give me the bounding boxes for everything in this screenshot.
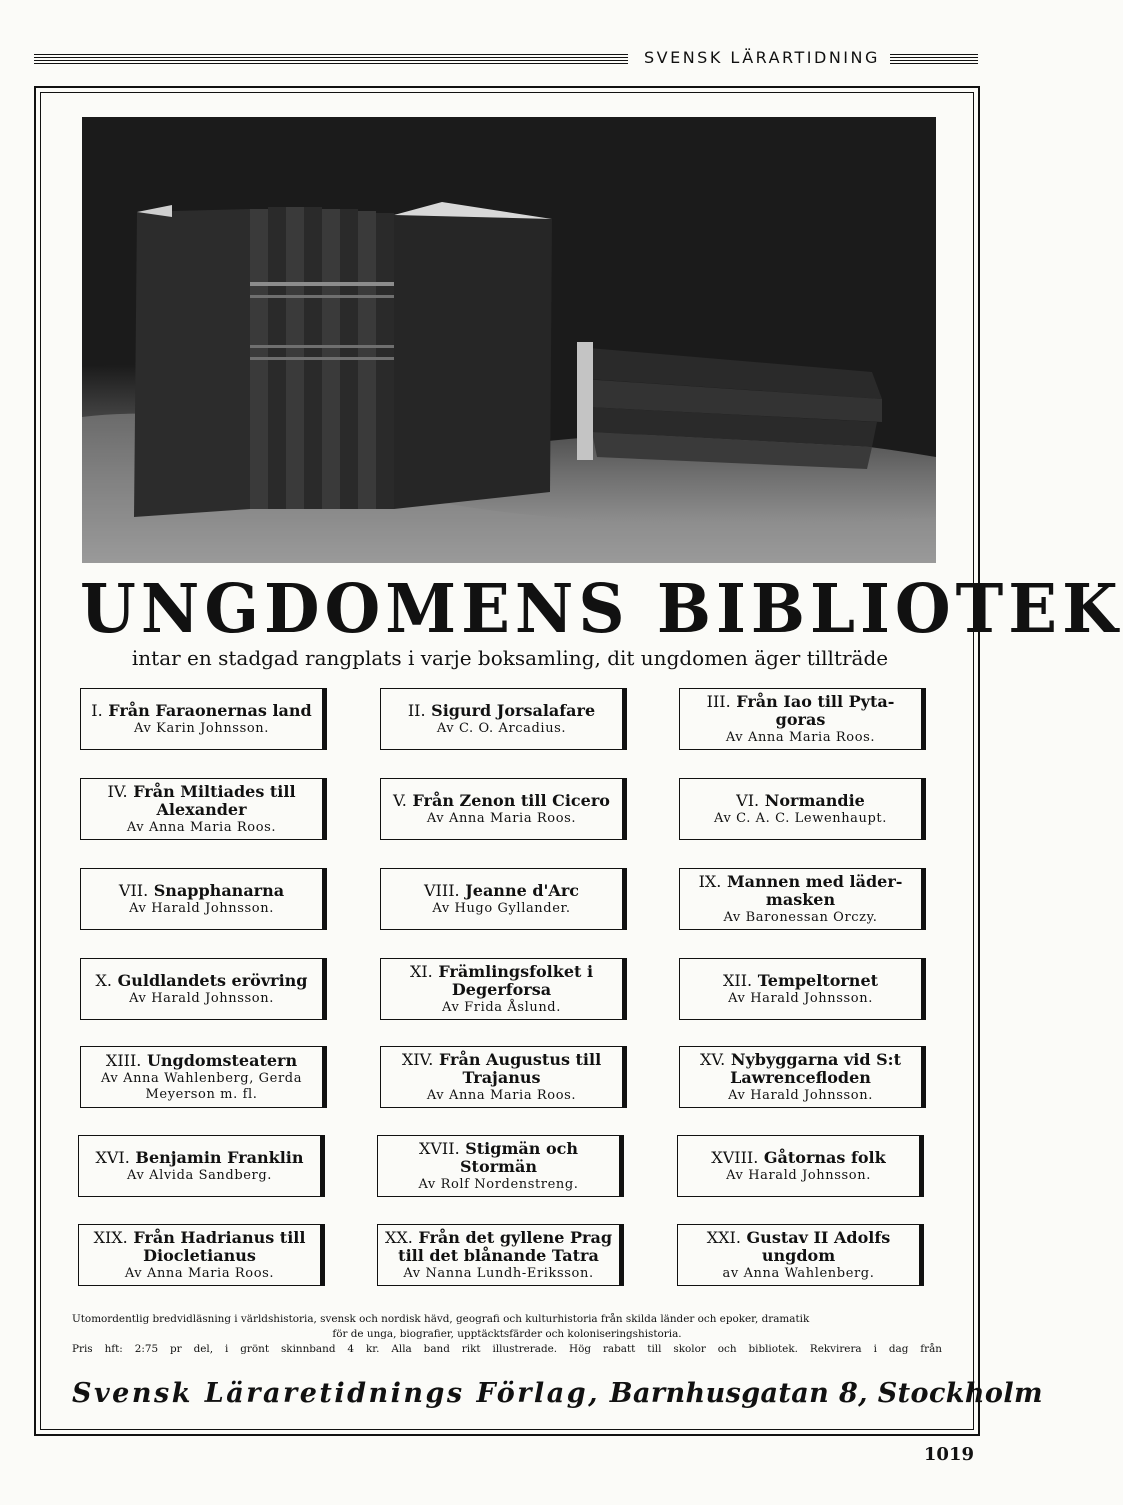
book-title: Benjamin Franklin — [135, 1147, 304, 1167]
price-line: Pris hft: 2:75 pr del, i grönt skinnband 4 kr. Alla band rikt illustrerade. Hög rabatt till skolor och bibliotek. Rekvirera i dag från — [72, 1343, 942, 1355]
book-author: Av Anna Maria Roos. — [426, 810, 577, 826]
description-line: Utomordentlig bredvidläsning i världshistoria, svensk och nordisk hävd, geografi och kulturhistoria från skilda länder och epoker, dramatik — [72, 1313, 810, 1325]
subheadline: intar en stadgad rangplats i varje boksamling, dit ungdomen äger tillträde — [131, 646, 889, 670]
book-author: Av Karin Johnsson. — [134, 720, 269, 736]
book-author: Av Alvida Sandberg. — [126, 1167, 273, 1183]
publisher-line — [72, 1378, 1043, 1409]
book-number: VI. — [736, 790, 760, 810]
book-title: Från Miltiades till Alexander — [133, 781, 296, 819]
book-author: Av Harald Johnsson. — [726, 1167, 871, 1183]
book-number: I. — [91, 700, 103, 720]
book-author: Av Harald Johnsson. — [129, 990, 274, 1006]
book-number: XX. — [384, 1227, 413, 1247]
book-title: Från Zenon till Cicero — [412, 790, 610, 810]
book-number: XII. — [722, 970, 753, 990]
book-author: Av Anna Wahlenberg, Gerda Meyerson m. fl. — [100, 1070, 303, 1102]
book-title: Från Hadrianus till Diocletianus — [133, 1227, 306, 1265]
book-box — [80, 778, 327, 840]
book-box — [677, 1224, 924, 1286]
book-number: VIII. — [424, 880, 460, 900]
headline: UNGDOMENS BIBLIOTEK — [80, 570, 1123, 649]
book-box — [679, 958, 926, 1020]
description-text — [72, 1312, 942, 1357]
book-author: Av Nanna Lundh-Eriksson. — [403, 1265, 594, 1281]
book-number: IV. — [107, 781, 128, 801]
books-photograph — [82, 117, 936, 563]
book-number: XVIII. — [711, 1147, 759, 1167]
book-box — [78, 1224, 325, 1286]
book-number: II. — [407, 700, 426, 720]
book-box — [380, 958, 627, 1020]
book-number: XV. — [700, 1049, 726, 1069]
book-box — [679, 868, 926, 930]
book-box — [679, 688, 926, 750]
publisher-name: Svensk Läraretidnings Förlag, — [72, 1378, 600, 1409]
book-box — [679, 778, 926, 840]
book-box — [80, 958, 327, 1020]
book-box — [78, 1135, 325, 1197]
book-list — [78, 686, 936, 1296]
book-title: Mannen med läder-masken — [726, 871, 903, 909]
book-box — [380, 868, 627, 930]
book-box — [380, 688, 627, 750]
publisher-address: Barnhusgatan 8, Stockholm — [609, 1378, 1043, 1409]
book-title: Gåtornas folk — [763, 1147, 886, 1167]
book-title: Snapphanarna — [153, 880, 285, 900]
book-author: Av Frida Åslund. — [442, 999, 561, 1015]
book-title: Guldlandets erövring — [117, 970, 308, 990]
book-title: Stigmän och Stormän — [460, 1138, 578, 1176]
book-number: XVI. — [95, 1147, 130, 1167]
book-author: Av Rolf Nordenstreng. — [418, 1176, 579, 1192]
book-number: VII. — [118, 880, 149, 900]
book-title: Normandie — [764, 790, 865, 810]
book-number: XIII. — [105, 1050, 142, 1070]
book-number: III. — [706, 691, 731, 711]
book-number: V. — [393, 790, 407, 810]
book-box — [80, 868, 327, 930]
book-author: Av Baronessan Orczy. — [723, 909, 878, 925]
book-title: Ungdomsteatern — [146, 1050, 298, 1070]
book-author: Av C. O. Arcadius. — [436, 720, 567, 736]
header-rule-left — [34, 54, 628, 65]
book-number: XI. — [409, 961, 433, 981]
book-title: Från det gyllene Prag till det blånande Tatra — [398, 1227, 613, 1265]
book-author: Av Harald Johnsson. — [129, 900, 274, 916]
header-rule-right — [890, 54, 978, 65]
book-box — [80, 1046, 327, 1108]
book-title: Från Iao till Pyta-goras — [736, 691, 895, 729]
book-box — [80, 688, 327, 750]
book-number: XIX. — [93, 1227, 128, 1247]
book-box — [679, 1046, 926, 1108]
book-author: Av Harald Johnsson. — [728, 1087, 873, 1103]
book-author: Av Harald Johnsson. — [728, 990, 873, 1006]
book-title: Nybyggarna vid S:t Lawrencefloden — [730, 1049, 901, 1087]
book-title: Gustav II Adolfs ungdom — [746, 1227, 891, 1265]
book-title: Främlingsfolket i Degerforsa — [438, 961, 594, 999]
journal-title: SVENSK LÄRARTIDNING — [644, 48, 880, 67]
page-number: 1019 — [923, 1444, 974, 1465]
book-box — [377, 1224, 624, 1286]
book-number: IX. — [698, 871, 722, 891]
book-author: Av Anna Maria Roos. — [426, 1087, 577, 1103]
book-title: Sigurd Jorsalafare — [431, 700, 596, 720]
book-title: Tempeltornet — [757, 970, 879, 990]
running-header — [34, 48, 978, 70]
book-author: Av Hugo Gyllander. — [432, 900, 571, 916]
book-number: X. — [95, 970, 112, 990]
book-number: XVII. — [418, 1138, 460, 1158]
book-author: Av Anna Maria Roos. — [126, 819, 277, 835]
book-title: Jeanne d'Arc — [465, 880, 579, 900]
book-author: av Anna Wahlenberg. — [722, 1265, 875, 1281]
book-title: Från Faraonernas land — [108, 700, 312, 720]
book-title: Från Augustus till Trajanus — [438, 1049, 602, 1087]
book-author: Av C. A. C. Lewenhaupt. — [714, 810, 887, 826]
book-box — [677, 1135, 924, 1197]
book-number: XXI. — [706, 1227, 741, 1247]
book-box — [380, 1046, 627, 1108]
book-box — [380, 778, 627, 840]
book-number: XIV. — [401, 1049, 434, 1069]
book-author: Av Anna Maria Roos. — [124, 1265, 275, 1281]
book-box — [377, 1135, 624, 1197]
book-author: Av Anna Maria Roos. — [725, 729, 876, 745]
description-line: för de unga, biografier, upptäcktsfärder och koloniseringshistoria. — [332, 1328, 682, 1340]
